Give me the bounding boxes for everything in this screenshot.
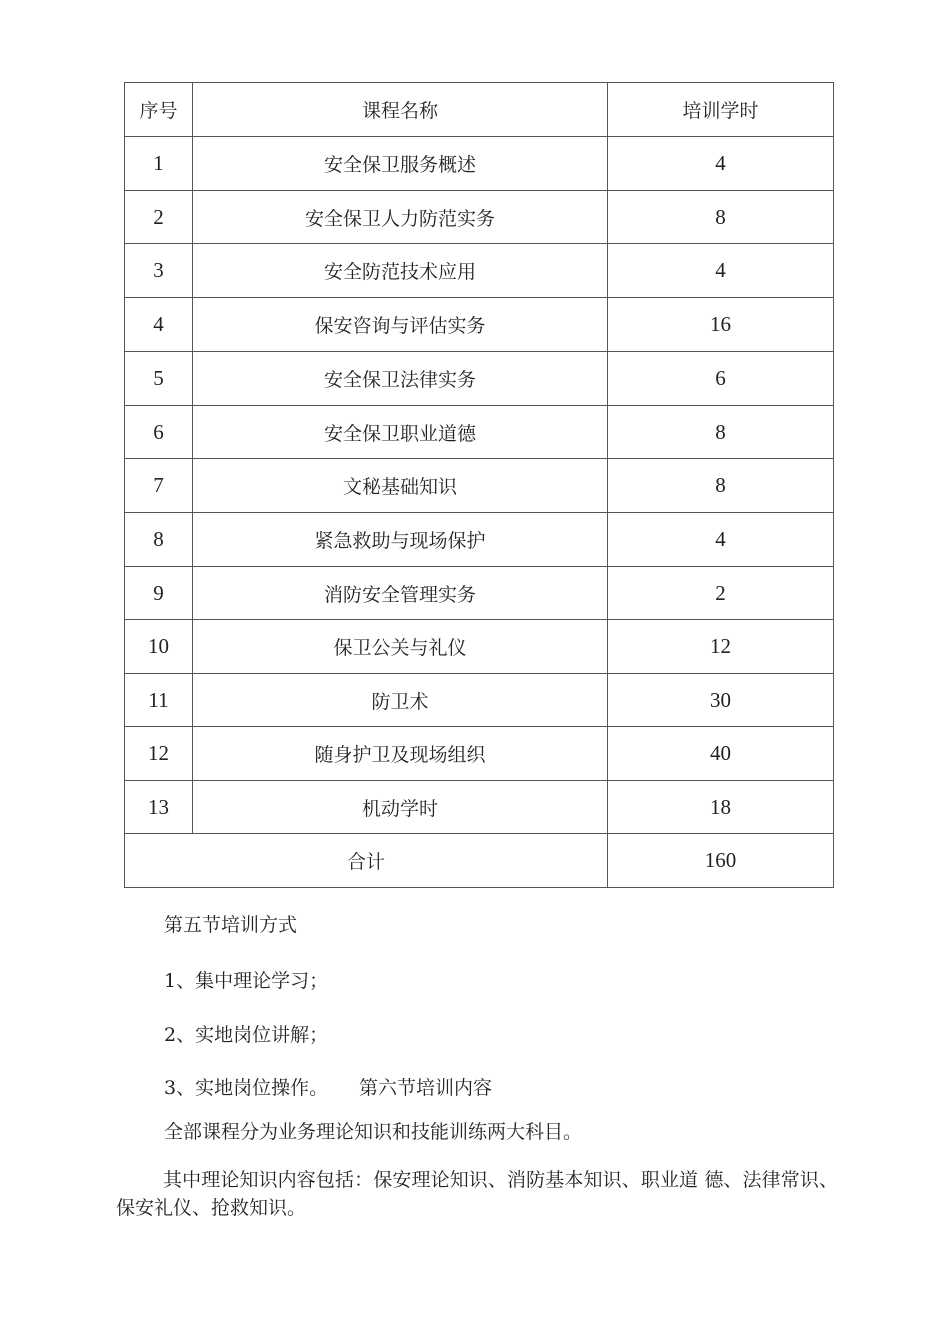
table-row — [125, 567, 834, 620]
cell-course-name: 安全保卫法律实务 — [193, 352, 608, 406]
cell-no: 2 — [125, 191, 193, 244]
cell-no: 8 — [125, 513, 193, 567]
cell-hours: 8 — [608, 191, 834, 244]
method-item-2: 2、实地岗位讲解； — [164, 1024, 329, 1046]
header-no: 序号 — [125, 83, 193, 137]
cell-course-name: 安全保卫职业道德 — [193, 406, 608, 459]
table-row — [125, 137, 834, 191]
table-row — [125, 459, 834, 513]
table-row — [125, 298, 834, 352]
cell-course-name: 文秘基础知识 — [193, 459, 608, 513]
table-total-row — [125, 834, 834, 888]
cell-hours: 8 — [608, 459, 834, 513]
table-row — [125, 244, 834, 298]
table-header-row — [125, 83, 834, 137]
table-row — [125, 674, 834, 727]
cell-no: 11 — [125, 674, 193, 727]
cell-no: 7 — [125, 459, 193, 513]
cell-hours: 6 — [608, 352, 834, 406]
table-row — [125, 406, 834, 459]
cell-course-name: 消防安全管理实务 — [193, 567, 608, 620]
cell-hours: 30 — [608, 674, 834, 727]
table-row — [125, 513, 834, 567]
table-row — [125, 620, 834, 674]
section6-title: 第六节培训内容 — [359, 1077, 493, 1099]
table-row — [125, 727, 834, 781]
cell-course-name: 安全防范技术应用 — [193, 244, 608, 298]
method-item-3: 3、实地岗位操作。 — [164, 1077, 329, 1099]
cell-hours: 18 — [608, 781, 834, 834]
cell-course-name: 随身护卫及现场组织 — [193, 727, 608, 781]
cell-course-name: 紧急救助与现场保护 — [193, 513, 608, 567]
cell-course-name: 安全保卫服务概述 — [193, 137, 608, 191]
method-item-1: 1、集中理论学习； — [164, 970, 329, 992]
content-intro: 全部课程分为业务理论知识和技能训练两大科目。 — [164, 1121, 583, 1143]
cell-course-name: 安全保卫人力防范实务 — [193, 191, 608, 244]
cell-no: 6 — [125, 406, 193, 459]
cell-no: 4 — [125, 298, 193, 352]
cell-hours: 4 — [608, 513, 834, 567]
cell-hours: 4 — [608, 244, 834, 298]
cell-hours: 4 — [608, 137, 834, 191]
cell-hours: 16 — [608, 298, 834, 352]
cell-no: 10 — [125, 620, 193, 674]
header-hours: 培训学时 — [608, 83, 834, 137]
table-row — [125, 781, 834, 834]
theory-content-paragraph: 其中理论知识内容包括：保安理论知识、消防基本知识、职业道 德、法律常识、保安礼仪、抢救知识。 — [116, 1169, 838, 1219]
cell-hours: 12 — [608, 620, 834, 674]
cell-course-name: 机动学时 — [193, 781, 608, 834]
total-hours: 160 — [608, 834, 834, 888]
table-row — [125, 352, 834, 406]
cell-no: 5 — [125, 352, 193, 406]
cell-course-name: 防卫术 — [193, 674, 608, 727]
cell-hours: 8 — [608, 406, 834, 459]
cell-no: 1 — [125, 137, 193, 191]
cell-course-name: 保卫公关与礼仪 — [193, 620, 608, 674]
course-hours-table — [124, 82, 834, 888]
section5-title: 第五节培训方式 — [164, 914, 298, 936]
cell-hours: 2 — [608, 567, 834, 620]
cell-no: 3 — [125, 244, 193, 298]
cell-no: 13 — [125, 781, 193, 834]
cell-hours: 40 — [608, 727, 834, 781]
total-label: 合计 — [125, 834, 608, 888]
cell-no: 12 — [125, 727, 193, 781]
cell-course-name: 保安咨询与评估实务 — [193, 298, 608, 352]
table-row — [125, 191, 834, 244]
cell-no: 9 — [125, 567, 193, 620]
header-course-name: 课程名称 — [193, 83, 608, 137]
